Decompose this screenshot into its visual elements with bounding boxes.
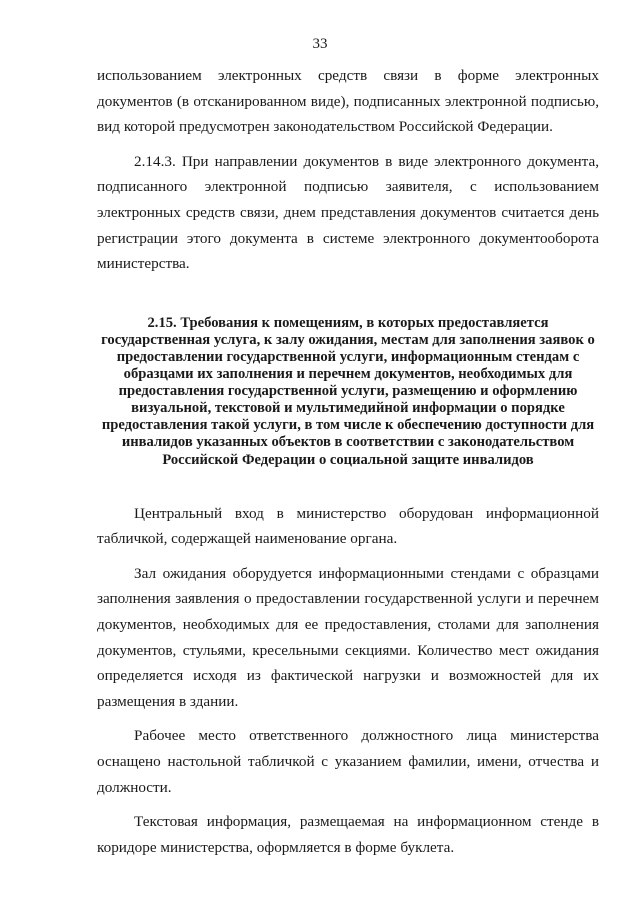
section-heading-2-15: 2.15. Требования к помещениям, в которых предоставляется государственная услуга, к залу ожидания, местам для заполнения заявок о предоставлении государственной услуги, информационным стендам с образцами их заполнения и перечнем документов, необходимых для предоставления государственной услуги, размещению и оформлению визуальной, текстовой и мультимедийной информации о порядке предоставления такой услуги, в том числе к обеспечению доступности для инвалидов указанных объектов в соответствии с законодательством Российской Федерации о социальной защите инвалидов xyxy=(101,314,595,468)
page-number: 33 xyxy=(312,36,328,52)
paragraph-waiting-hall: Зал ожидания оборудуется информационными стендами с образцами заполнения заявления о предоставлении государственной услуги и перечнем документов, необходимых для ее предоставления, столами для заполнения документов, стульями, кресельными секциями. Количество мест ожидания определяется исходя из фактической нагрузки и возможностей для их размещения в здании. xyxy=(97,564,599,710)
paragraph-central-entrance: Центральный вход в министерство оборудован информационной табличкой, содержащей наименование органа. xyxy=(97,504,599,548)
paragraph-continuation: использованием электронных средств связи в форме электронных документов (в отсканированном виде), подписанных электронной подписью, вид которой предусмотрен законодательством Российской Федерации. xyxy=(97,67,599,136)
document-body xyxy=(97,63,599,860)
paragraph-workplace: Рабочее место ответственного должностного лица министерства оснащено настольной табличкой с указанием фамилии, имени, отчества и должности. xyxy=(97,727,599,796)
paragraph-2-14-3: 2.14.3. При направлении документов в виде электронного документа, подписанного электронной подписью заявителя, с использованием электронных средств связи, днем представления документов считается день регистрации этого документа в системе электронного документооборота министерства. xyxy=(97,152,599,273)
paragraph-text-information: Текстовая информация, размещаемая на информационном стенде в коридоре министерства, оформляется в форме буклета. xyxy=(97,813,599,856)
